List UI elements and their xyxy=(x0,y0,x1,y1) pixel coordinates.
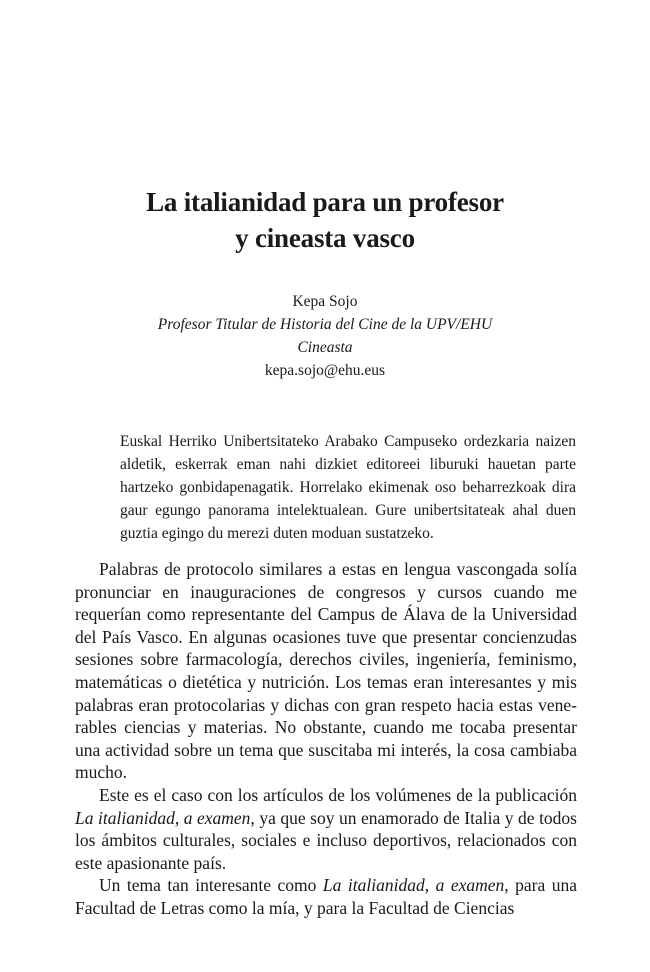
body-paragraph-3 xyxy=(75,874,577,919)
body-paragraph-1: Palabras de protocolo similares a estas en lengua vascongada solía pronunciar en inauguraciones de congresos y cursos cuando me requerían como representante del Campus de Álava de la Universidad del País Vasco. En algunas ocasiones tuve que presentar concienzudas sesiones sobre farmacología, derechos civiles, ingeniería, feminismo, matemáticas o dietética y nutrición. Los temas eran interesantes y mis palabras eran protocolarias y dichas con gran respeto hacia estas venerables ciencias y materias. No obstante, cuando me tocaba presentar una actividad sobre un tema que suscitaba mi interés, la cosa cambiaba mucho. xyxy=(75,559,577,783)
body-paragraph-2 xyxy=(75,784,577,874)
article-title xyxy=(0,184,650,256)
publication-title: La italianidad, a examen xyxy=(75,807,251,828)
author-email: kepa.sojo@ehu.eus xyxy=(264,362,386,379)
article-title-line-2: y cineasta vasco xyxy=(235,223,415,253)
author-affiliation: Profesor Titular de Historia del Cine de la UPV/EHU xyxy=(157,316,493,333)
author-byline xyxy=(0,290,650,382)
publication-title: La italianidad, a examen xyxy=(322,875,505,896)
body-paragraph-3-start: Un tema tan interesante como xyxy=(99,875,323,896)
author-name: Kepa Sojo xyxy=(292,293,358,310)
body-text xyxy=(75,558,577,920)
abstract-paragraph: Euskal Herriko Unibertsitateko Arabako Campuseko ordezkaria naizen aldetik, eskerrak eman nahi dizkiet editoreei liburuki hauetan parte hartzeko gonbidapenagatik. Horrelako ekimenak oso beharrezkoak dira gaur egungo panorama intelektualean. Gure unibertsitateak ahal duen guztia egingo du merezi duten moduan sustatzeko. xyxy=(120,433,576,542)
body-paragraph-2-end: , ya que soy un enamorado de Italia y de todos los ámbitos culturales, sociales e incluso deportivos, relacionados con este apasionante país. xyxy=(75,807,577,873)
body-paragraph-3-end: , para una Facultad de Letras como la mía, y para la Facultad de Ciencias xyxy=(75,875,578,918)
author-role: Cineasta xyxy=(297,339,353,356)
body-paragraph-2-start: Este es el caso con los artículos de los volúmenes de la publicación xyxy=(99,784,577,805)
article-title-line-1: La italianidad para un profesor xyxy=(146,187,504,217)
